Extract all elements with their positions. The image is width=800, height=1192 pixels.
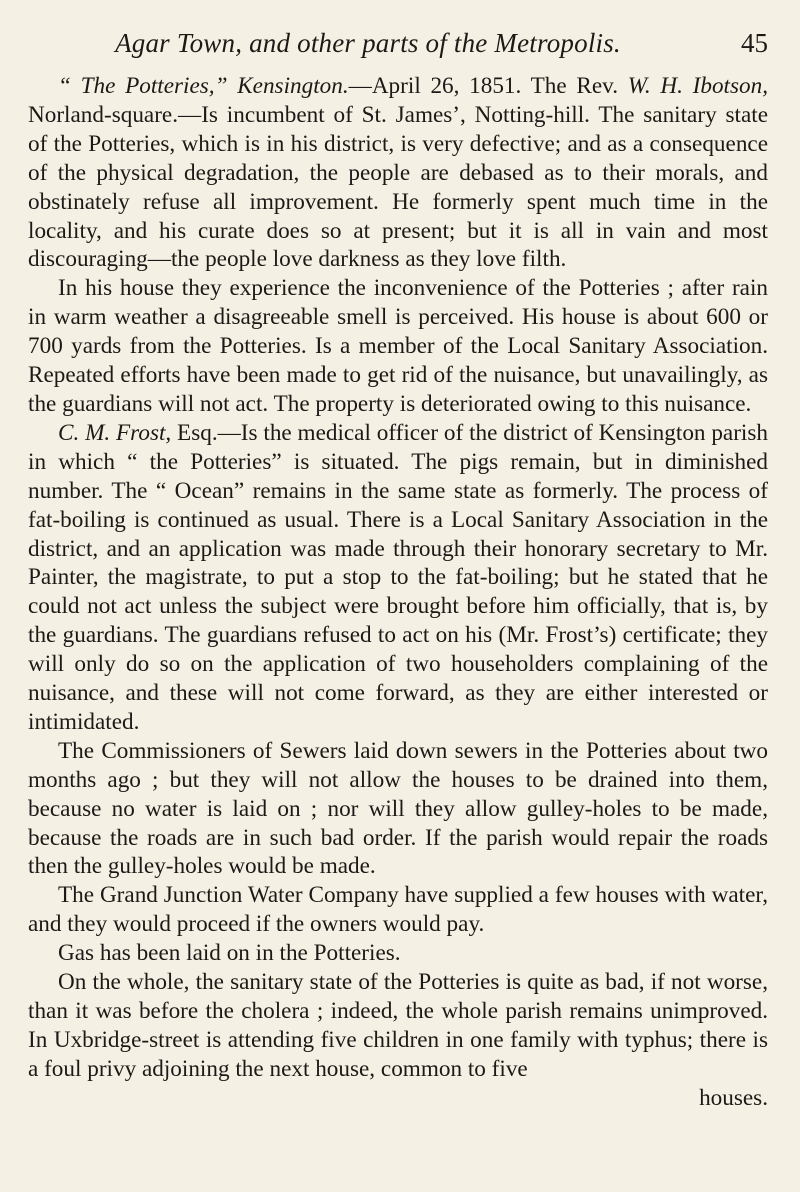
witness-name-ibotson: W. H. Ibotson, <box>627 73 768 99</box>
paragraph-whole: On the whole, the sanitary state of the Potteries is quite as bad, if not worse, than it was before the cholera ; indeed, the whole parish remains unimproved. In Uxbridge-street is attending five children in one family with typhus; there is a foul privy adjoining the next house, common to five <box>28 969 768 1082</box>
entry-date: —April 26, 1851. The Rev. <box>348 73 628 99</box>
paragraph-final-word: houses. <box>699 1084 768 1111</box>
page-header <box>28 28 768 68</box>
paragraph-ibotson <box>28 72 768 274</box>
frost-testimony: Esq.—Is the medical officer of the district of Kensington parish in which “ the Potteries” is situated. The pigs remain, but in diminished number. The “ Ocean” remains in the same state as formerly. The process of fat-boiling is continued as usual. There is a Local Sanitary Association in the district, and an application was made through their honorary secretary to Mr. Painter, the magistrate, to put a stop to the fat-boiling; but he stated that he could not act unless the subject were brought before him officially, that is, by the guardians. The guardians refused to act on his (Mr. Frost’s) certificate; they will only do so on the application of two householders complaining of the nuisance, and these will not come forward, as they are either interested or intimidated. <box>28 419 768 735</box>
entry-heading-potteries: “ The Potteries,” Kensington. <box>58 73 349 99</box>
paragraph-ibotson-house: In his house they experience the inconvenience of the Potteries ; after rain in warm weather a disagreeable smell is perceived. His house is about 600 or 700 yards from the Potteries. Is a member of the Local Sanitary Association. Repeated efforts have been made to get rid of the nuisance, but unavailingly, as the guardians will not act. The property is deteriorated owing to this nuisance. <box>28 275 768 417</box>
body-text <box>28 72 768 1113</box>
paragraph-water: The Grand Junction Water Company have supplied a few houses with water, and they would proceed if the owners would pay. <box>28 882 768 938</box>
paragraph-sewers: The Commissioners of Sewers laid down sewers in the Potteries about two months ago ; but they will not allow the houses to be drained into them, because no water is laid on ; nor will they allow gulley-holes to be made, because the roads are in such bad order. If the parish would repair the roads then the gulley-holes would be made. <box>28 737 768 880</box>
page-number: 45 <box>741 28 768 58</box>
book-page <box>28 0 768 1192</box>
ibotson-testimony: Norland-square.—Is incumbent of St. James’, Notting-hill. The sanitary state of the Potteries, which is in his district, is very defective; and as a consequence of the physical degradation, the people are debased as to their morals, and obstinately refuse all improvement. He formerly spent much time in the locality, and his curate does so at present; but it is all in vain and most discouraging—the people love darkness as they love filth. <box>28 101 768 273</box>
witness-name-frost: C. M. Frost, <box>58 419 172 446</box>
paragraph-frost <box>28 419 768 737</box>
paragraph-gas: Gas has been laid on in the Potteries. <box>58 940 401 967</box>
running-head: Agar Town, and other parts of the Metropolis. <box>115 28 621 58</box>
